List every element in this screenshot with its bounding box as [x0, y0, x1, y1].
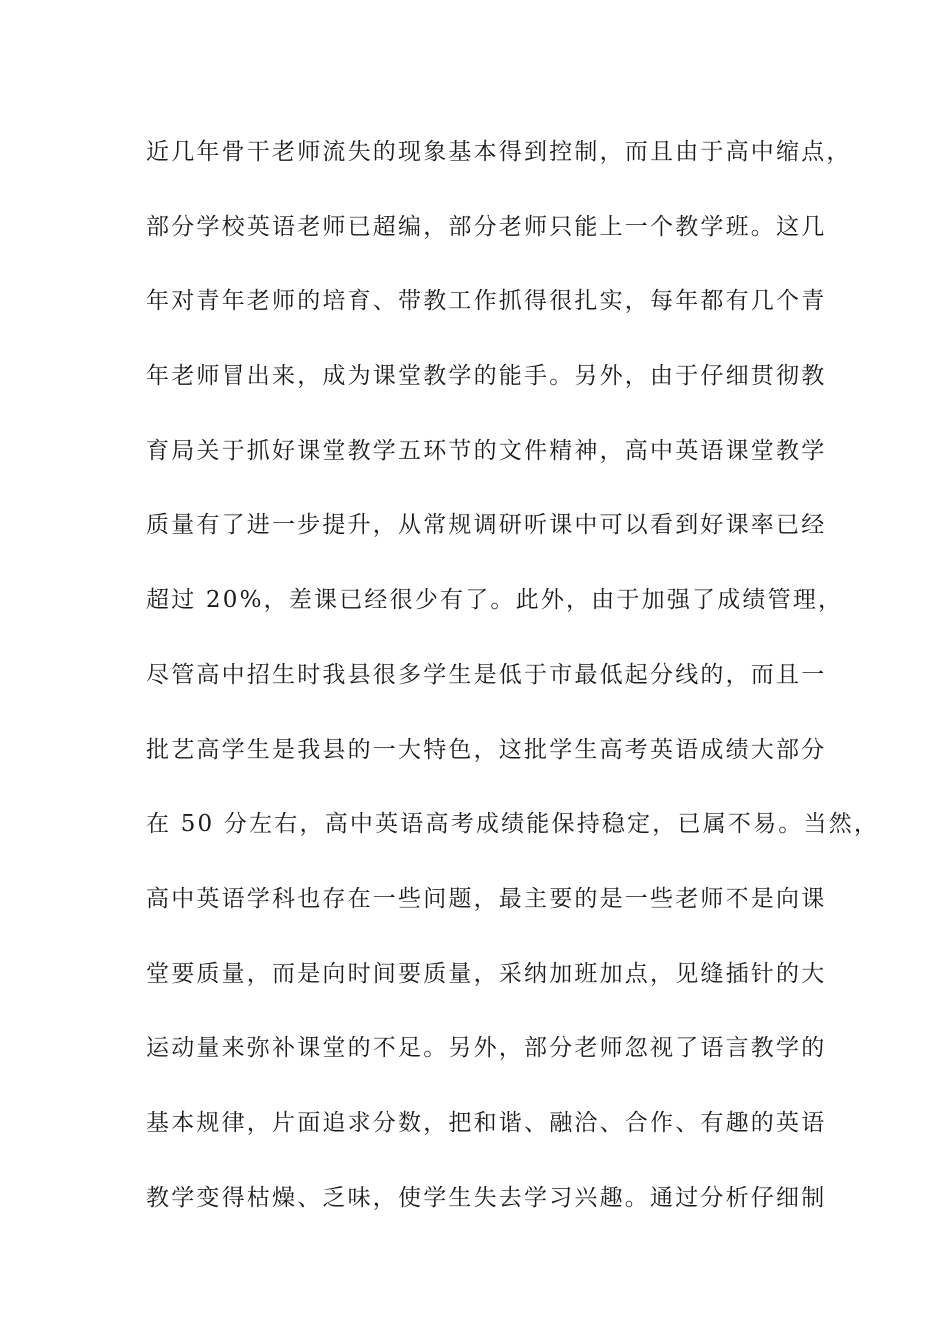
text-line-3: 年对青年老师的培育、带教工作抓得很扎实，每年都有几个青 [146, 288, 827, 315]
text-line-5: 育局关于抓好课堂教学五环节的文件精神，高中英语课堂教学 [146, 437, 827, 464]
text-line-14: 基本规律，片面追求分数，把和谐、融洽、合作、有趣的英语 [146, 1109, 827, 1136]
text-line-8: 尽管高中招生时我县很多学生是低于市最低起分线的，而且一 [146, 661, 827, 688]
text-line-1: 近几年骨干老师流失的现象基本得到控制，而且由于高中缩点， [146, 139, 852, 165]
text-line-15: 教学变得枯燥、乏味，使学生失去学习兴趣。通过分析仔细制 [146, 1184, 827, 1211]
text-line-13: 运动量来弥补课堂的不足。另外，部分老师忽视了语言教学的 [146, 1035, 827, 1062]
text-line-9: 批艺高学生是我县的一大特色，这批学生高考英语成绩大部分 [146, 736, 827, 763]
text-line-7: 超过 20%，差课已经很少有了。此外，由于加强了成绩管理， [146, 587, 844, 614]
text-line-6: 质量有了进一步提升，从常规调研听课中可以看到好课率已经 [146, 512, 827, 539]
text-line-12: 堂要质量，而是向时间要质量，采纳加班加点，见缝插针的大 [146, 960, 827, 987]
text-line-10: 在 50 分左右，高中英语高考成绩能保持稳定，已属不易。当然， [146, 811, 880, 838]
text-line-2: 部分学校英语老师已超编，部分老师只能上一个教学班。这几 [146, 213, 827, 240]
text-line-11: 高中英语学科也存在一些问题，最主要的是一些老师不是向课 [146, 885, 827, 912]
text-line-4: 年老师冒出来，成为课堂教学的能手。另外，由于仔细贯彻教 [146, 363, 827, 390]
body-text [146, 132, 880, 1252]
